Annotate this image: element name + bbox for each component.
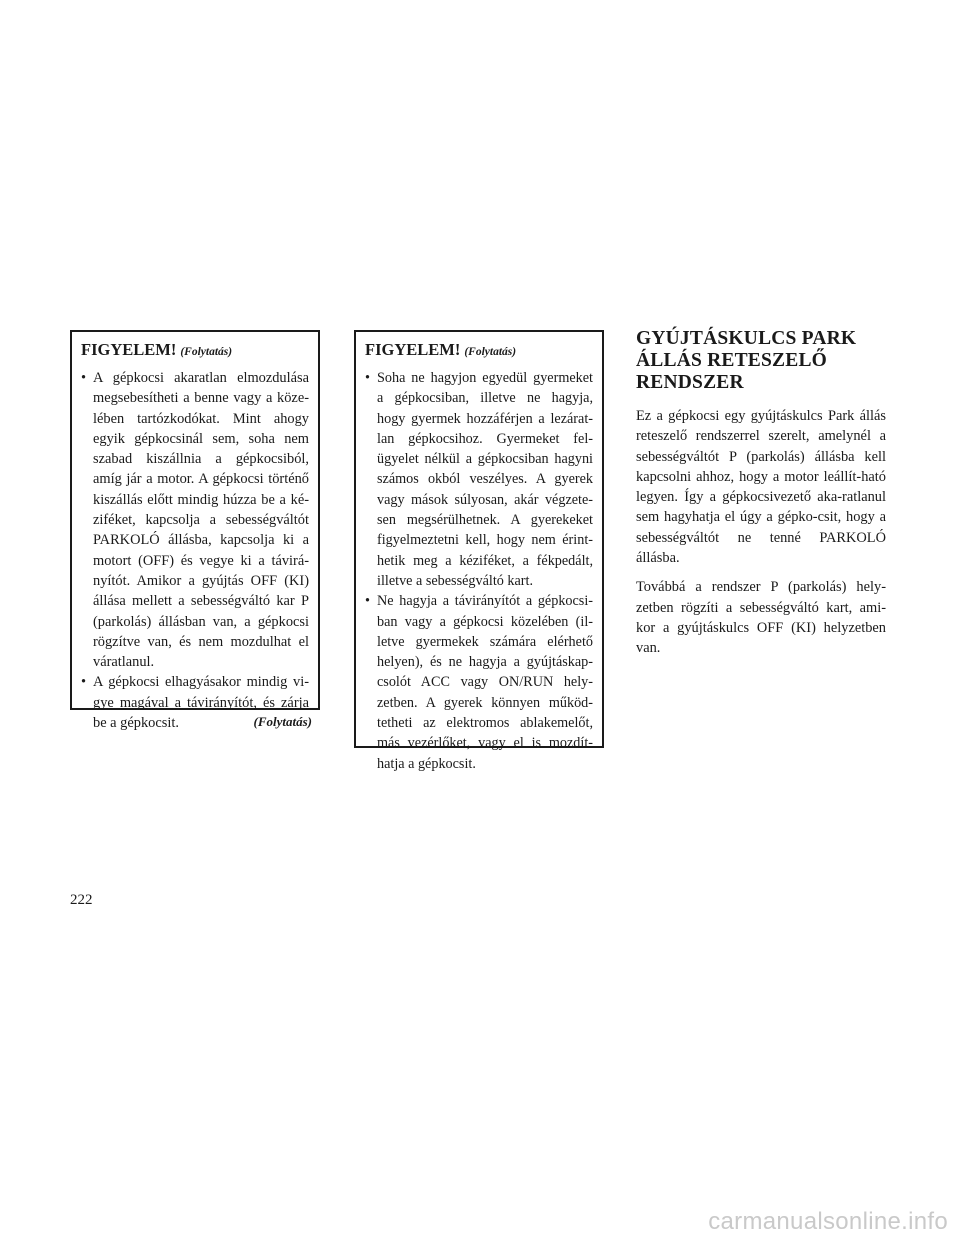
- warning-list: [81, 368, 309, 733]
- section-paragraph: Ez a gépkocsi egy gyújtáskulcs Park állás reteszelő rendszerrel szerelt, amelynél a sebességváltót P (parkolás) állásba kell kapcsolni ahhoz, hogy a motor leállít-ható legyen. Így a gépkocsivezető aka-ratlanul sem hagyhatja el úgy a gépko-csit, hogy a sebességváltót ne tenné PARKOLÓ állásba.: [636, 408, 886, 567]
- warning-box-right: [354, 330, 604, 772]
- warning-title: FIGYELEM! (Folytatás): [365, 340, 517, 359]
- park-interlock-section: [636, 328, 886, 668]
- list-item: • Soha ne hagyjon egyedül gyermeket a gépkocsiban, illetve ne hagyja, hogy gyermek hozzáférjen a lezárat-lan gépkocsihoz. Gyermeket fel-ügyelet nélkül a gépkocsiban hagyni számos okból veszélyes. A gyerek vagy mások súlyosan, akár végzete-sen megsérülhetnek. A gyerekeket figyelmeztetni kell, hogy nem érint-hetik meg a kéziféket, a fékpedált, illetve a sebességváltó kart.: [365, 368, 593, 591]
- continued-label: (Folytatás): [180, 346, 233, 358]
- page-number: 222: [70, 892, 93, 908]
- section-paragraph: Továbbá a rendszer P (parkolás) hely-zetben rögzíti a sebességváltó kart, ami-kor a gyújtáskulcs OFF (KI) helyzetben van.: [636, 579, 886, 657]
- continued-footer: (Folytatás): [253, 714, 312, 729]
- warning-title: FIGYELEM! (Folytatás): [81, 340, 233, 359]
- section-heading: GYÚJTÁSKULCS PARK ÁLLÁS RETESZELŐ RENDSZER: [636, 328, 857, 393]
- continued-label: (Folytatás): [464, 346, 517, 358]
- list-item: • Ne hagyja a távirányítót a gépkocsi-ban vagy a gépkocsi közelében (il-letve gyermekek számára elérhető helyen), és ne hagyja a gyújtáskap-csolót ACC vagy ON/RUN hely-zetben. A gyerek könnyen működ-tetheti az elektromos ablakemelőt, más vezérlőket, vagy el is mozdít-hatja a gépkocsit.: [365, 591, 593, 774]
- list-item: • A gépkocsi akaratlan elmozdulása megsebesítheti a benne vagy a köze-lében tartózkodókat. Mint ahogy egyik gépkocsinál sem, soha nem szabad kiszállnia a gépkocsiból, amíg jár a motor. A gépkocsi történő kiszállás előtt mindig húzza be a ké-ziféket, kapcsolja a sebességváltót PARKOLÓ állásba, kapcsolja ki a motort (OFF) és vegye ki a távirá-nyítót. Amikor a gyújtás OFF (KI) állása mellett a sebességváltó kar P (parkolás) állásban van, a gépkocsi rögzítve van, és nem mozdulhat el váratlanul.: [81, 368, 309, 672]
- watermark: carmanualsonline.info: [708, 1208, 948, 1235]
- warning-box-left: [70, 330, 320, 732]
- warning-list: [365, 368, 593, 774]
- list-item: • A gépkocsi elhagyásakor mindig vi-gye magával a távirányítót, és zárja be a gépkocsit.: [81, 672, 309, 733]
